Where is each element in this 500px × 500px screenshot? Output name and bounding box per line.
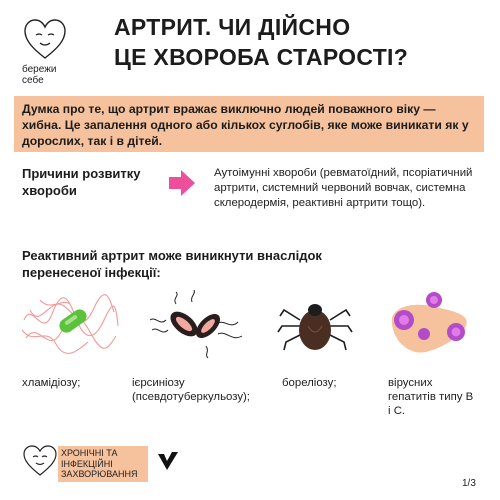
- intro-text: Думка про те, що артрит вражає виключно людей поважного віку — хибна. Це запалення одного або кількох суглобів, яке може виникати як у дорослих, так і в дітей.: [22, 102, 469, 148]
- yersinia-illustration: [146, 290, 246, 360]
- tick-illustration: [270, 290, 360, 360]
- infection-caption: вірусних гепатитів типу В і С.: [388, 377, 474, 417]
- chlamydia-illustration: [20, 290, 120, 360]
- page-title: [114, 12, 484, 72]
- infection-caption: ієрсиніозу (псевдотуберкульозу);: [132, 377, 250, 403]
- title-line-2: ЦЕ ХВОРОБА СТАРОСТІ?: [114, 44, 409, 70]
- intro-box: [14, 96, 484, 152]
- category-tag: ХРОНІЧНІ ТА ІНФЕКЦІЙНІ ЗАХВОРЮВАННЯ: [58, 446, 148, 482]
- causes-text: Аутоімунні хвороби (ревматоїдний, псоріатичний артрити, системний червоний вовчак, системна склеродермія, реактивні артрити тощо).: [214, 167, 473, 209]
- heart-face-logo-icon: [22, 18, 68, 62]
- reactive-heading: Реактивний артрит може виникнути внаслідок перенесеної інфекції:: [22, 248, 322, 280]
- brand-line-1: бережи: [22, 64, 57, 75]
- brand-line-2: себе: [22, 75, 44, 86]
- brand-mark-icon: [157, 450, 179, 472]
- page-number: 1/3: [462, 478, 476, 489]
- pink-arrow-icon: [167, 168, 197, 198]
- causes-label: Причини розвитку хвороби: [22, 166, 141, 198]
- title-line-1: АРТРИТ. ЧИ ДІЙСНО: [114, 14, 351, 40]
- infection-caption: бореліозу;: [282, 377, 337, 389]
- brand-logo: [22, 18, 70, 88]
- heart-face-footer-icon: [22, 444, 58, 478]
- liver-virus-illustration: [380, 290, 480, 360]
- infection-caption: хламідіозу;: [22, 377, 81, 389]
